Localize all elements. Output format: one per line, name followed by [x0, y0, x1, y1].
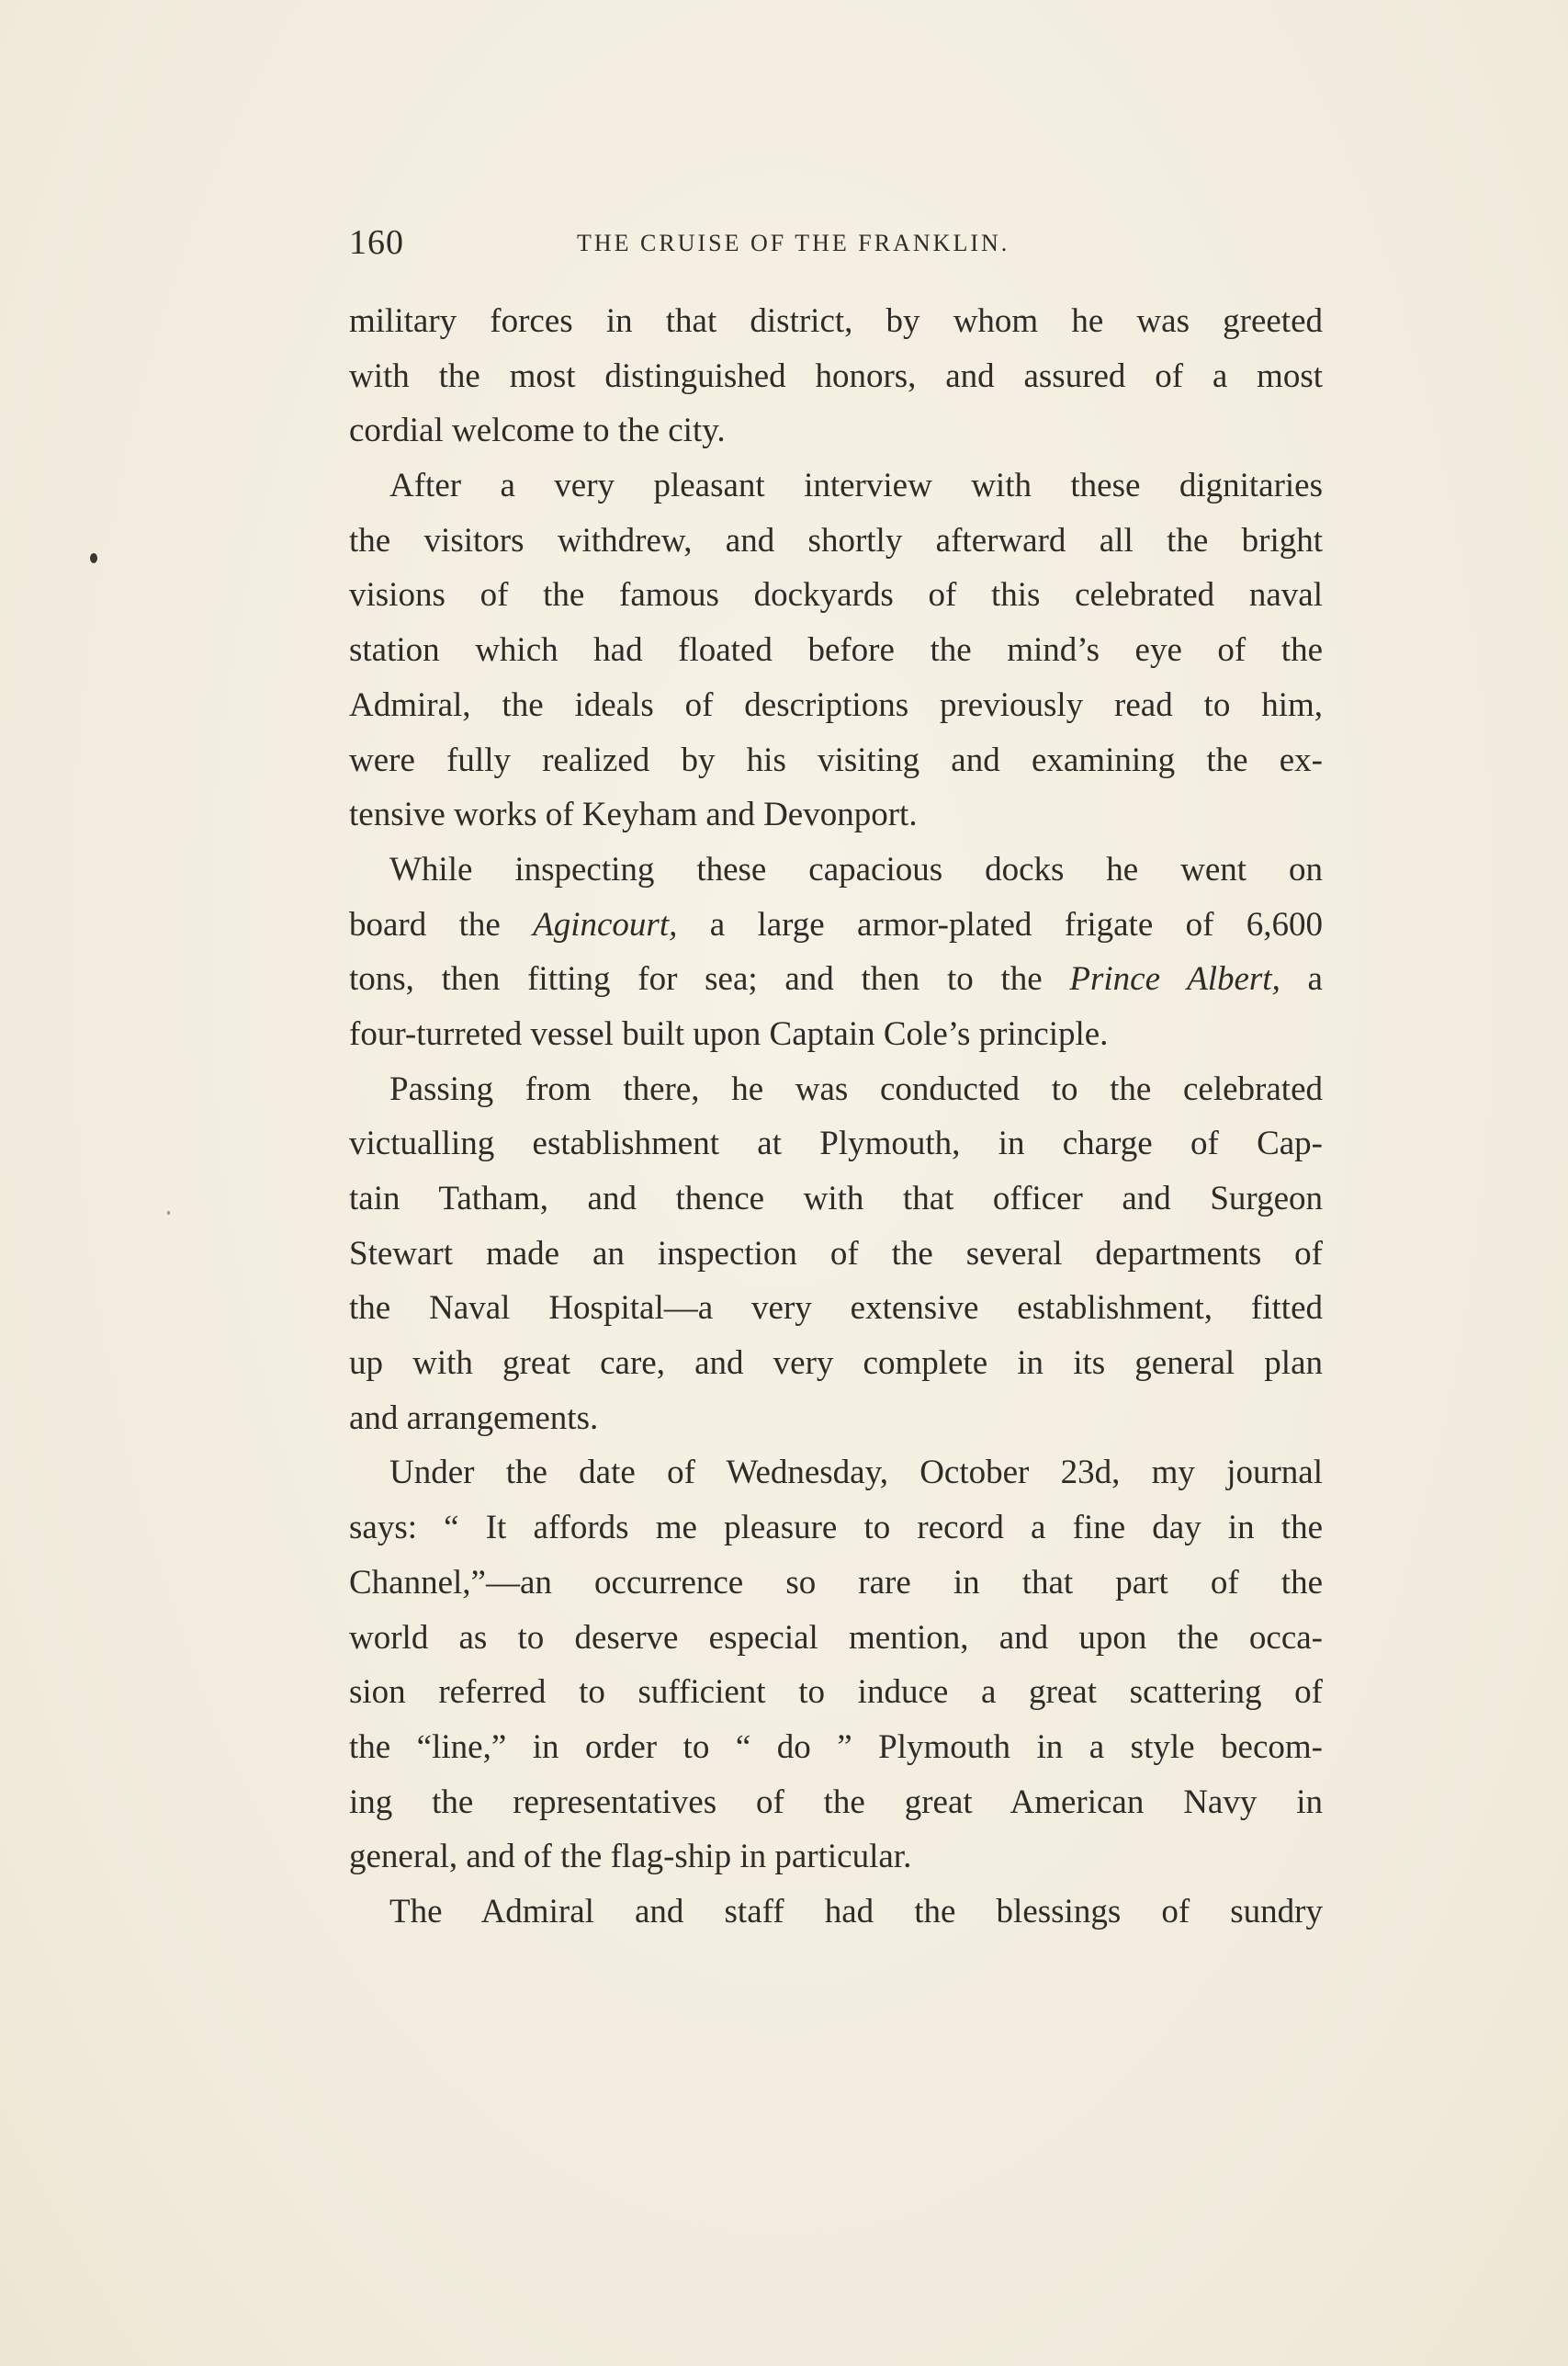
text-line: ing the representatives of the great American Navy in — [349, 1783, 1323, 1821]
text-line: tensive works of Keyham and Devonport. — [349, 796, 918, 834]
running-title: THE CRUISE OF THE FRANKLIN. — [577, 230, 1010, 256]
text-line: Under the date of Wednesday, October 23d, my journal — [389, 1454, 1323, 1492]
text-line: world as to deserve especial mention, and upon the occa- — [349, 1618, 1323, 1657]
ship-name-agincourt: Agincourt, — [533, 905, 678, 944]
text-line: four-turreted vessel built upon Captain Cole’s principle. — [349, 1014, 1109, 1053]
text-line: Channel,”—an occurrence so rare in that part of the — [349, 1563, 1323, 1602]
text-line: cordial welcome to the city. — [349, 412, 726, 450]
page-header — [349, 222, 1323, 263]
text-run: tons, then fitting for sea; and then to the — [349, 960, 1070, 999]
text-line: Admiral, the ideals of descriptions previously read to him, — [349, 685, 1323, 724]
text-line: the “line,” in order to “ do ” Plymouth in a style becom- — [349, 1727, 1323, 1766]
body-text — [349, 294, 1323, 1940]
text-line: After a very pleasant interview with these dignitaries — [389, 467, 1323, 505]
ink-speck — [167, 1211, 170, 1215]
text-line: the Naval Hospital—a very extensive establishment, fitted — [349, 1289, 1323, 1328]
text-line — [349, 898, 1323, 953]
text-line: general, and of the flag-ship in particular. — [349, 1838, 912, 1876]
page-number: 160 — [349, 223, 404, 262]
text-line: with the most distinguished honors, and assured of a most — [349, 357, 1323, 395]
text-line: Stewart made an inspection of the several departments of — [349, 1234, 1323, 1273]
text-run: a large armor-plated frigate of 6,600 — [677, 905, 1323, 944]
text-line: tain Tatham, and thence with that officer and Surgeon — [349, 1180, 1323, 1217]
text-line: up with great care, and very complete in its general plan — [349, 1344, 1323, 1383]
text-line: The Admiral and staff had the blessings of sundry — [389, 1892, 1323, 1930]
text-line: says: “ It affords me pleasure to record a fine day in the — [349, 1509, 1323, 1547]
text-line: station which had floated before the mind’s eye of the — [349, 631, 1323, 670]
ink-speck — [90, 553, 97, 563]
text-line: Passing from there, he was conducted to the celebrated — [389, 1070, 1323, 1108]
text-line: and arrangements. — [349, 1398, 599, 1437]
text-line: victualling establishment at Plymouth, in charge of Cap- — [349, 1125, 1323, 1163]
text-line: were fully realized by his visiting and examining the ex- — [349, 741, 1323, 779]
text-line: military forces in that district, by whom he was greeted — [349, 302, 1323, 340]
text-line: visions of the famous dockyards of this celebrated naval — [349, 576, 1323, 615]
text-line: sion referred to sufficient to induce a great scattering of — [349, 1673, 1323, 1712]
text-line: While inspecting these capacious docks he went on — [389, 850, 1323, 889]
text-line — [349, 952, 1323, 1007]
text-run: board the — [349, 905, 534, 944]
ship-name-prince-albert: Prince Albert, — [1069, 960, 1280, 999]
text-run: a — [1280, 960, 1323, 999]
text-line: the visitors withdrew, and shortly afterward all the bright — [349, 521, 1323, 560]
